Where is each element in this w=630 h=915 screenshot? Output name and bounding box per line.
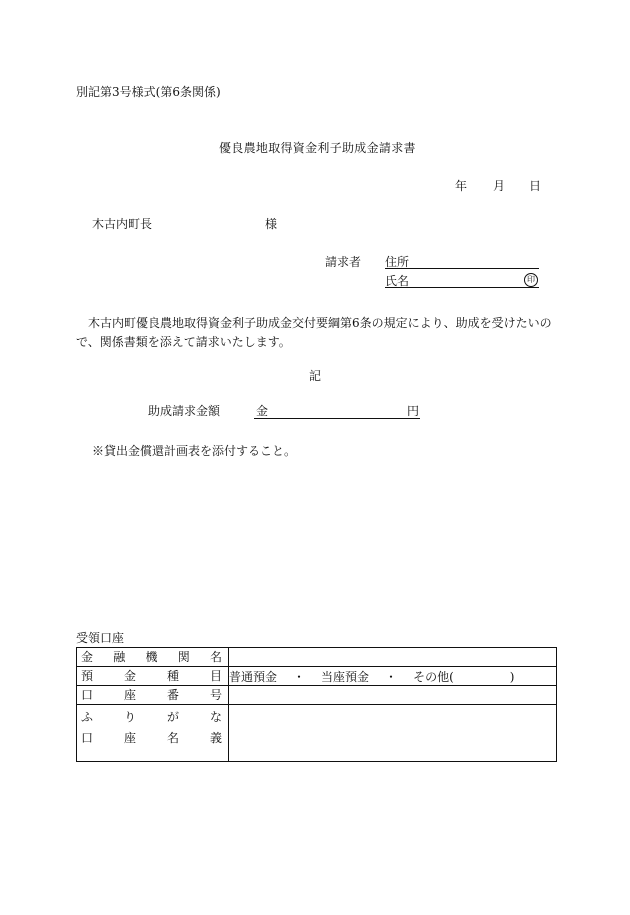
seal-mark: 印 bbox=[524, 273, 538, 287]
account-table bbox=[76, 647, 557, 762]
account-holder-field[interactable] bbox=[229, 705, 557, 762]
date-line bbox=[455, 180, 555, 194]
attachment-note: ※貸出金償還計画表を添付すること。 bbox=[92, 444, 297, 458]
ki-heading: 記 bbox=[309, 369, 322, 383]
separator: ・ bbox=[293, 669, 306, 684]
table-row bbox=[77, 667, 557, 686]
option-current[interactable]: 当座預金 bbox=[321, 669, 370, 684]
table-row bbox=[77, 648, 557, 667]
account-section-label: 受領口座 bbox=[76, 631, 125, 645]
separator: ・ bbox=[385, 669, 398, 684]
amount-unit: 円 bbox=[407, 404, 420, 418]
name-label: 氏名 bbox=[385, 274, 410, 288]
addressee-name: 木古内町長 bbox=[92, 217, 153, 231]
option-ordinary[interactable]: 普通預金 bbox=[229, 669, 278, 684]
bank-name-label: 金 融 機 関 名 bbox=[77, 648, 229, 667]
claimant-label: 請求者 bbox=[325, 255, 362, 269]
holder-name-label: 口 座 名 義 bbox=[81, 731, 222, 745]
table-row bbox=[77, 686, 557, 705]
amount-label: 助成請求金額 bbox=[148, 404, 221, 418]
address-label: 住所 bbox=[385, 255, 410, 269]
account-number-field[interactable] bbox=[229, 686, 557, 705]
document-title: 優良農地取得資金利子助成金請求書 bbox=[219, 141, 416, 155]
account-number-label: 口 座 番 号 bbox=[77, 686, 229, 705]
date-day-label: 日 bbox=[529, 179, 542, 193]
date-month-label: 月 bbox=[493, 179, 506, 193]
bank-name-field[interactable] bbox=[229, 648, 557, 667]
request-text: 木古内町優良農地取得資金利子助成金交付要綱第6条の規定により、助成を受けたいので、関係書類を添えて請求いたします。 bbox=[76, 316, 552, 349]
option-other-close: ) bbox=[509, 669, 515, 684]
amount-field[interactable] bbox=[254, 418, 420, 419]
deposit-type-field[interactable] bbox=[229, 667, 557, 686]
option-other[interactable]: その他( bbox=[413, 669, 454, 684]
furigana-label: ふ り が な bbox=[81, 710, 222, 724]
form-reference: 別記第3号様式(第6条関係) bbox=[76, 85, 221, 99]
deposit-type-label: 預 金 種 目 bbox=[77, 667, 229, 686]
table-row bbox=[77, 705, 557, 762]
addressee-honorific: 様 bbox=[265, 217, 278, 231]
amount-prefix: 金 bbox=[256, 404, 269, 418]
address-field[interactable] bbox=[385, 268, 539, 269]
date-year-label: 年 bbox=[455, 179, 468, 193]
account-holder-label bbox=[77, 705, 229, 762]
name-field[interactable] bbox=[385, 287, 539, 288]
